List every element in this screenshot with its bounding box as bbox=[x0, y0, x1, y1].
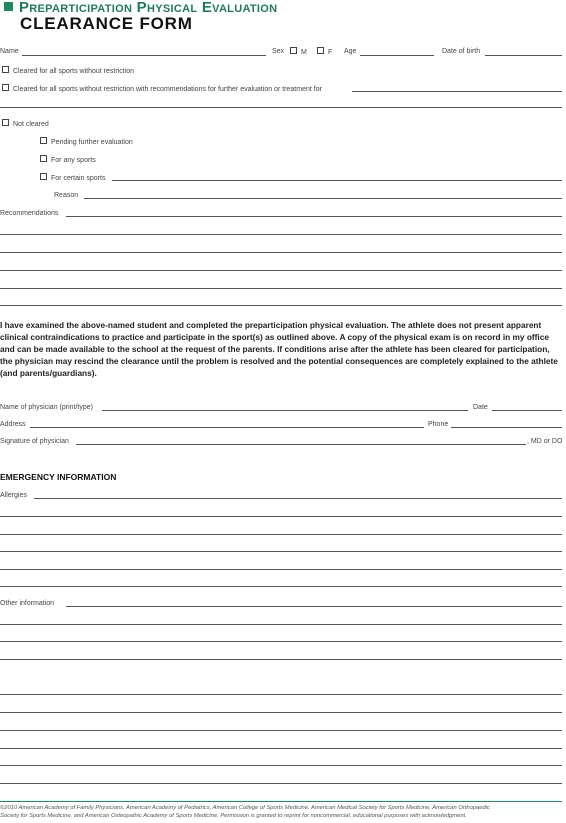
recommendations-line[interactable] bbox=[0, 270, 562, 271]
age-field[interactable] bbox=[360, 55, 434, 56]
allergies-line[interactable] bbox=[0, 586, 562, 587]
sex-m-option[interactable]: M bbox=[290, 47, 307, 57]
dob-label: Date of birth bbox=[442, 48, 481, 55]
recommendations-line[interactable] bbox=[0, 305, 562, 306]
name-label: Name bbox=[0, 48, 19, 55]
allergies-line[interactable] bbox=[0, 551, 562, 552]
recommendations-field[interactable] bbox=[66, 216, 562, 217]
checkbox-icon bbox=[2, 119, 9, 126]
footer-divider bbox=[0, 801, 562, 802]
checkbox-icon bbox=[2, 66, 9, 73]
other-info-line[interactable] bbox=[0, 783, 562, 784]
address-label: Address bbox=[0, 421, 26, 428]
recommendations-for-field-2[interactable] bbox=[0, 107, 562, 108]
reason-label: Reason bbox=[54, 192, 79, 199]
physician-statement: I have examined the above-named student and completed the preparticipation physical evaluation. The athlete does not present apparent clinical contraindications to practice and participate in the sport(s) as outlined above. A copy of the physical exam is on record in my office and can be made available to the school at the request of the parents. If conditions arise after the athlete has been cleared for participation, the physician may rescind the clearance until the problem is resolved and the potential consequences are completely explained to the athlete (and parents/guardians). bbox=[0, 320, 558, 378]
phone-label: Phone bbox=[428, 421, 449, 428]
other-info-field[interactable] bbox=[66, 606, 562, 607]
dob-field[interactable] bbox=[485, 55, 562, 56]
date-label: Date bbox=[473, 404, 488, 411]
form-supertitle: Preparticipation Physical Evaluation bbox=[4, 0, 277, 16]
checkbox-icon bbox=[40, 155, 47, 162]
checkbox-icon bbox=[290, 47, 297, 54]
date-field[interactable] bbox=[492, 410, 562, 411]
recommendations-line[interactable] bbox=[0, 234, 562, 235]
physician-name-label: Name of physician (print/type) bbox=[0, 404, 93, 411]
other-info-line[interactable] bbox=[0, 712, 562, 713]
other-info-line[interactable] bbox=[0, 624, 562, 625]
certain-sports-field[interactable] bbox=[112, 180, 562, 181]
other-info-line[interactable] bbox=[0, 659, 562, 660]
md-do-label: , MD or DO bbox=[527, 438, 563, 445]
allergies-label: Allergies bbox=[0, 492, 27, 499]
not-cleared-option[interactable]: Not cleared bbox=[2, 119, 49, 129]
recommendations-label: Recommendations bbox=[0, 210, 59, 217]
phone-field[interactable] bbox=[451, 427, 562, 428]
age-label: Age bbox=[344, 48, 357, 55]
other-info-line[interactable] bbox=[0, 694, 562, 695]
other-info-label: Other information bbox=[0, 600, 55, 607]
form-title: CLEARANCE FORM bbox=[20, 14, 193, 33]
emergency-heading: EMERGENCY INFORMATION bbox=[0, 472, 117, 482]
recommendations-for-field[interactable] bbox=[352, 91, 562, 92]
allergies-line[interactable] bbox=[0, 516, 562, 517]
sex-label: Sex bbox=[272, 48, 285, 55]
physician-name-field[interactable] bbox=[102, 410, 468, 411]
recommendations-line[interactable] bbox=[0, 288, 562, 289]
checkbox-icon bbox=[40, 137, 47, 144]
checkbox-icon bbox=[40, 173, 47, 180]
copyright-footer: ©2010 American Academy of Family Physicians, American Academy of Pediatrics, American College of Sports Medicine, American Medical Society for Sports Medicine, American Orthopaedic Society for Sports Medicine, and American Osteopathic Academy of Sports Medicine. Permission is granted to reprint for noncommercial, educational purposes with acknowledgment. bbox=[0, 805, 490, 819]
cleared-all-option[interactable]: Cleared for all sports without restriction bbox=[2, 66, 134, 76]
for-certain-sports-option[interactable]: For certain sports bbox=[40, 173, 105, 183]
signature-field[interactable] bbox=[76, 444, 526, 445]
name-field[interactable] bbox=[22, 55, 266, 56]
for-any-sports-option[interactable]: For any sports bbox=[40, 155, 96, 165]
address-field[interactable] bbox=[30, 427, 424, 428]
other-info-line[interactable] bbox=[0, 730, 562, 731]
pending-evaluation-option[interactable]: Pending further evaluation bbox=[40, 137, 133, 147]
other-info-line[interactable] bbox=[0, 765, 562, 766]
allergies-field[interactable] bbox=[34, 498, 562, 499]
checkbox-icon bbox=[2, 84, 9, 91]
signature-label: Signature of physician bbox=[0, 438, 69, 445]
other-info-line[interactable] bbox=[0, 748, 562, 749]
other-info-line[interactable] bbox=[0, 641, 562, 642]
allergies-line[interactable] bbox=[0, 569, 562, 570]
reason-field[interactable] bbox=[84, 198, 562, 199]
sex-f-option[interactable]: F bbox=[317, 47, 332, 57]
cleared-with-recommendations-option[interactable]: Cleared for all sports without restriction with recommendations for further evaluation or treatment for bbox=[2, 84, 322, 94]
recommendations-line[interactable] bbox=[0, 252, 562, 253]
checkbox-icon bbox=[317, 47, 324, 54]
allergies-line[interactable] bbox=[0, 534, 562, 535]
green-square-icon bbox=[4, 2, 13, 11]
